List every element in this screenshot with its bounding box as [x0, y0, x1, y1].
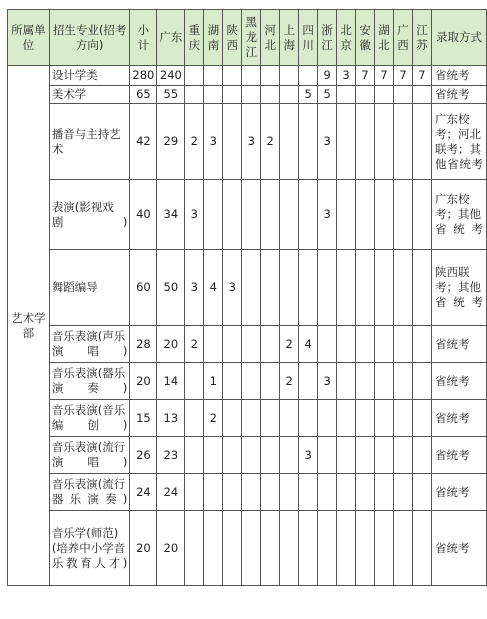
- quota-cell: [261, 437, 280, 474]
- quota-cell: 3: [185, 250, 204, 326]
- quota-cell: [337, 437, 356, 474]
- quota-cell: [394, 104, 413, 180]
- quota-cell: [356, 326, 375, 363]
- quota-cell: [337, 400, 356, 437]
- quota-cell: [280, 511, 299, 586]
- quota-cell: [318, 326, 337, 363]
- quota-cell: [242, 66, 261, 86]
- quota-cell: [318, 400, 337, 437]
- major-cell: 舞蹈编导: [49, 250, 130, 326]
- header-chongqing: 重庆: [185, 10, 204, 66]
- quota-cell: 3: [223, 250, 242, 326]
- major-cell: 音乐表演(音乐编创): [49, 400, 130, 437]
- quota-cell: [356, 437, 375, 474]
- quota-cell: [204, 180, 223, 250]
- quota-cell: [412, 474, 431, 511]
- quota-cell: [412, 400, 431, 437]
- quota-cell: 2: [185, 326, 204, 363]
- major-cell: 设计学类: [49, 66, 130, 86]
- quota-cell: [299, 66, 318, 86]
- quota-cell: [223, 326, 242, 363]
- quota-cell: [261, 326, 280, 363]
- header-admission-method: 录取方式: [431, 10, 486, 66]
- admission-method-cell: 省统考: [431, 400, 486, 437]
- quota-cell: [204, 474, 223, 511]
- quota-cell: [394, 86, 413, 104]
- major-cell: 音乐学(师范)(培养中小学音乐教育人才): [49, 511, 130, 586]
- subtotal-cell: 60: [130, 250, 157, 326]
- major-cell: 播音与主持艺术: [49, 104, 130, 180]
- quota-cell: [185, 474, 204, 511]
- quota-cell: [261, 363, 280, 400]
- quota-cell: [375, 511, 394, 586]
- header-shanghai: 上海: [280, 10, 299, 66]
- quota-cell: [375, 180, 394, 250]
- quota-cell: 3: [318, 104, 337, 180]
- table-row: [8, 437, 487, 474]
- subtotal-cell: 15: [130, 400, 157, 437]
- quota-cell: [299, 363, 318, 400]
- quota-cell: [412, 511, 431, 586]
- major-cell: 美术学: [49, 86, 130, 104]
- quota-cell: 2: [280, 363, 299, 400]
- quota-cell: 7: [412, 66, 431, 86]
- table-row: [8, 66, 487, 86]
- subtotal-cell: 20: [130, 511, 157, 586]
- quota-cell: [185, 66, 204, 86]
- admission-method-cell: 省统考: [431, 437, 486, 474]
- quota-cell: [280, 474, 299, 511]
- quota-cell: [261, 180, 280, 250]
- quota-cell: 1: [204, 363, 223, 400]
- quota-cell: [375, 474, 394, 511]
- header-hebei: 河北: [261, 10, 280, 66]
- quota-cell: [223, 104, 242, 180]
- header-zhejiang: 浙江: [318, 10, 337, 66]
- quota-cell: [242, 86, 261, 104]
- quota-cell: [261, 250, 280, 326]
- quota-cell: [185, 511, 204, 586]
- header-guangxi: 广西: [394, 10, 413, 66]
- quota-cell: [261, 66, 280, 86]
- quota-cell: 34: [157, 180, 185, 250]
- quota-cell: 7: [356, 66, 375, 86]
- header-jiangsu: 江苏: [412, 10, 431, 66]
- table-row: [8, 250, 487, 326]
- quota-cell: [242, 326, 261, 363]
- admission-method-cell: 广东校考；其他省统考: [431, 180, 486, 250]
- quota-cell: [242, 437, 261, 474]
- quota-cell: [242, 250, 261, 326]
- header-shaanxi: 陕西: [223, 10, 242, 66]
- header-major: 招生专业(招考方向): [49, 10, 130, 66]
- header-hunan: 湖南: [204, 10, 223, 66]
- quota-cell: [299, 180, 318, 250]
- admission-method-cell: 省统考: [431, 474, 486, 511]
- quota-cell: [318, 511, 337, 586]
- subtotal-cell: 28: [130, 326, 157, 363]
- quota-cell: [204, 511, 223, 586]
- admission-method-cell: 省统考: [431, 511, 486, 586]
- admission-method-cell: 省统考: [431, 86, 486, 104]
- quota-cell: 29: [157, 104, 185, 180]
- quota-cell: [204, 66, 223, 86]
- quota-cell: 20: [157, 511, 185, 586]
- quota-cell: [242, 363, 261, 400]
- admission-method-cell: 省统考: [431, 66, 486, 86]
- quota-cell: [223, 180, 242, 250]
- quota-cell: [261, 86, 280, 104]
- admission-method-cell: 陕西联考；其他省统考: [431, 250, 486, 326]
- quota-cell: 7: [375, 66, 394, 86]
- table-row: [8, 104, 487, 180]
- department-cell: 艺术学部: [8, 66, 50, 586]
- enrollment-table-container: [7, 9, 487, 586]
- quota-cell: 3: [337, 66, 356, 86]
- major-cell: 表演(影视戏剧): [49, 180, 130, 250]
- quota-cell: 9: [318, 66, 337, 86]
- quota-cell: [223, 363, 242, 400]
- quota-cell: [375, 363, 394, 400]
- quota-cell: [356, 104, 375, 180]
- table-row: [8, 511, 487, 586]
- quota-cell: [223, 86, 242, 104]
- quota-cell: [337, 180, 356, 250]
- major-cell: 音乐表演(声乐演唱): [49, 326, 130, 363]
- quota-cell: [223, 437, 242, 474]
- quota-cell: [375, 326, 394, 363]
- quota-cell: [356, 250, 375, 326]
- quota-cell: [299, 511, 318, 586]
- quota-cell: [242, 474, 261, 511]
- quota-cell: 3: [299, 437, 318, 474]
- subtotal-cell: 20: [130, 363, 157, 400]
- quota-cell: [375, 104, 394, 180]
- quota-cell: [242, 511, 261, 586]
- header-row: [8, 10, 487, 66]
- quota-cell: 4: [204, 250, 223, 326]
- quota-cell: 20: [157, 326, 185, 363]
- quota-cell: [318, 474, 337, 511]
- quota-cell: [356, 180, 375, 250]
- header-subtotal: 小计: [130, 10, 157, 66]
- quota-cell: [223, 66, 242, 86]
- quota-cell: [318, 437, 337, 474]
- subtotal-cell: 26: [130, 437, 157, 474]
- quota-cell: 7: [394, 66, 413, 86]
- quota-cell: [337, 363, 356, 400]
- quota-cell: [242, 400, 261, 437]
- quota-cell: [280, 400, 299, 437]
- quota-cell: [356, 511, 375, 586]
- quota-cell: [394, 437, 413, 474]
- quota-cell: [337, 474, 356, 511]
- major-cell: 音乐表演(器乐演奏): [49, 363, 130, 400]
- quota-cell: 13: [157, 400, 185, 437]
- quota-cell: [261, 474, 280, 511]
- quota-cell: [185, 86, 204, 104]
- quota-cell: [204, 86, 223, 104]
- quota-cell: [337, 326, 356, 363]
- header-heilongjiang: 黑龙江: [242, 10, 261, 66]
- admission-method-cell: 广东校考；河北联考；其他省统考: [431, 104, 486, 180]
- table-row: [8, 400, 487, 437]
- quota-cell: [337, 86, 356, 104]
- quota-cell: [261, 400, 280, 437]
- quota-cell: 3: [318, 180, 337, 250]
- table-row: [8, 474, 487, 511]
- subtotal-cell: 280: [130, 66, 157, 86]
- subtotal-cell: 42: [130, 104, 157, 180]
- table-row: [8, 180, 487, 250]
- quota-cell: [412, 250, 431, 326]
- quota-cell: 50: [157, 250, 185, 326]
- subtotal-cell: 40: [130, 180, 157, 250]
- quota-cell: [375, 400, 394, 437]
- quota-cell: [375, 86, 394, 104]
- quota-cell: [356, 363, 375, 400]
- quota-cell: [204, 437, 223, 474]
- header-hubei: 湖北: [375, 10, 394, 66]
- quota-cell: [394, 400, 413, 437]
- quota-cell: [375, 437, 394, 474]
- quota-cell: [280, 104, 299, 180]
- quota-cell: 2: [261, 104, 280, 180]
- quota-cell: 240: [157, 66, 185, 86]
- header-unit: 所属单位: [8, 10, 50, 66]
- quota-cell: 3: [185, 180, 204, 250]
- quota-cell: [280, 66, 299, 86]
- quota-cell: [204, 326, 223, 363]
- quota-cell: [185, 437, 204, 474]
- quota-cell: [299, 104, 318, 180]
- quota-cell: [356, 86, 375, 104]
- quota-cell: [280, 437, 299, 474]
- quota-cell: 2: [185, 104, 204, 180]
- header-guangdong: 广东: [157, 10, 185, 66]
- quota-cell: [394, 250, 413, 326]
- quota-cell: [299, 400, 318, 437]
- quota-cell: 24: [157, 474, 185, 511]
- quota-cell: 3: [242, 104, 261, 180]
- quota-cell: [280, 250, 299, 326]
- admission-method-cell: 省统考: [431, 363, 486, 400]
- quota-cell: 3: [204, 104, 223, 180]
- quota-cell: 23: [157, 437, 185, 474]
- quota-cell: [261, 511, 280, 586]
- header-sichuan: 四川: [299, 10, 318, 66]
- quota-cell: [337, 250, 356, 326]
- table-row: [8, 326, 487, 363]
- quota-cell: 5: [299, 86, 318, 104]
- enrollment-plan-table: [7, 9, 487, 586]
- quota-cell: [375, 250, 394, 326]
- quota-cell: 3: [318, 363, 337, 400]
- quota-cell: [394, 326, 413, 363]
- quota-cell: 4: [299, 326, 318, 363]
- quota-cell: [356, 474, 375, 511]
- quota-cell: [223, 400, 242, 437]
- quota-cell: [412, 363, 431, 400]
- quota-cell: 2: [280, 326, 299, 363]
- quota-cell: 55: [157, 86, 185, 104]
- quota-cell: [394, 180, 413, 250]
- quota-cell: [412, 180, 431, 250]
- subtotal-cell: 65: [130, 86, 157, 104]
- quota-cell: [394, 363, 413, 400]
- quota-cell: [185, 363, 204, 400]
- quota-cell: [412, 86, 431, 104]
- quota-cell: [337, 104, 356, 180]
- quota-cell: 2: [204, 400, 223, 437]
- quota-cell: [299, 250, 318, 326]
- quota-cell: [412, 437, 431, 474]
- header-beijing: 北京: [337, 10, 356, 66]
- quota-cell: [242, 180, 261, 250]
- major-cell: 音乐表演(流行器乐演奏): [49, 474, 130, 511]
- quota-cell: [280, 86, 299, 104]
- quota-cell: 14: [157, 363, 185, 400]
- quota-cell: [337, 511, 356, 586]
- table-row: [8, 86, 487, 104]
- quota-cell: [394, 474, 413, 511]
- quota-cell: 5: [318, 86, 337, 104]
- quota-cell: [280, 180, 299, 250]
- quota-cell: [356, 400, 375, 437]
- major-cell: 音乐表演(流行演唱): [49, 437, 130, 474]
- quota-cell: [318, 250, 337, 326]
- quota-cell: [394, 511, 413, 586]
- table-row: [8, 363, 487, 400]
- admission-method-cell: 省统考: [431, 326, 486, 363]
- subtotal-cell: 24: [130, 474, 157, 511]
- header-anhui: 安徽: [356, 10, 375, 66]
- quota-cell: [223, 474, 242, 511]
- quota-cell: [185, 400, 204, 437]
- quota-cell: [412, 104, 431, 180]
- quota-cell: [412, 326, 431, 363]
- quota-cell: [223, 511, 242, 586]
- quota-cell: [299, 474, 318, 511]
